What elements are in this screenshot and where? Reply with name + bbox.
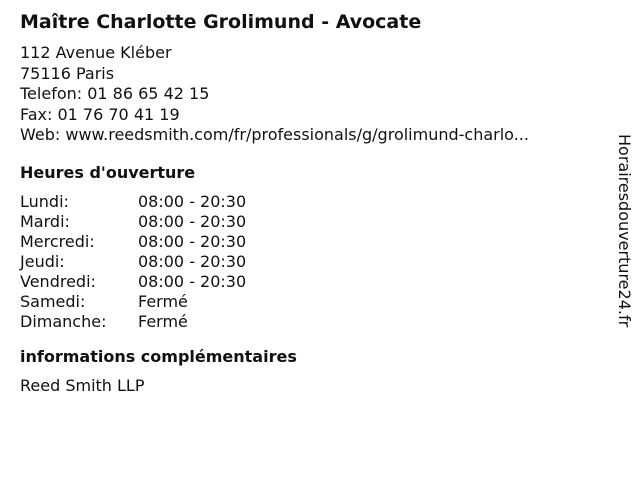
day-hours: 08:00 - 20:30 bbox=[138, 231, 247, 251]
website-line: Web: www.reedsmith.com/fr/professionals/g/grolimund-charlo... bbox=[20, 125, 529, 144]
hours-row-sunday bbox=[20, 312, 600, 332]
day-label: Lundi: bbox=[20, 191, 69, 211]
info-text: Reed Smith LLP bbox=[20, 375, 145, 395]
fax-line: Fax: 01 76 70 41 19 bbox=[20, 104, 180, 124]
hours-heading: Heures d'ouverture bbox=[20, 162, 196, 182]
info-heading: informations complémentaires bbox=[20, 346, 297, 366]
business-card bbox=[20, 10, 600, 396]
day-hours: 08:00 - 20:30 bbox=[138, 211, 247, 231]
day-hours: 08:00 - 20:30 bbox=[138, 271, 247, 291]
street-address: 112 Avenue Kléber bbox=[20, 43, 172, 62]
day-hours: Fermé bbox=[138, 291, 188, 311]
day-label: Vendredi: bbox=[20, 271, 96, 291]
business-title: Maître Charlotte Grolimund - Avocate bbox=[20, 11, 422, 33]
day-hours: Fermé bbox=[138, 311, 188, 331]
day-label: Mercredi: bbox=[20, 231, 95, 251]
day-label: Samedi: bbox=[20, 291, 86, 311]
phone-line: Telefon: 01 86 65 42 15 bbox=[20, 84, 210, 103]
hours-row-saturday bbox=[20, 292, 600, 312]
day-label: Dimanche: bbox=[20, 311, 107, 331]
day-label: Mardi: bbox=[20, 211, 70, 231]
hours-row-thursday bbox=[20, 252, 600, 272]
hours-row-monday bbox=[20, 192, 600, 212]
hours-row-wednesday bbox=[20, 232, 600, 252]
address-block bbox=[20, 43, 600, 146]
hours-row-tuesday bbox=[20, 212, 600, 232]
day-hours: 08:00 - 20:30 bbox=[138, 191, 247, 211]
hours-table bbox=[20, 192, 600, 332]
day-label: Jeudi: bbox=[20, 251, 65, 271]
site-watermark: Horairesdouverture24.fr bbox=[615, 134, 634, 328]
city-postal: 75116 Paris bbox=[20, 63, 115, 83]
day-hours: 08:00 - 20:30 bbox=[138, 251, 247, 271]
hours-row-friday bbox=[20, 272, 600, 292]
